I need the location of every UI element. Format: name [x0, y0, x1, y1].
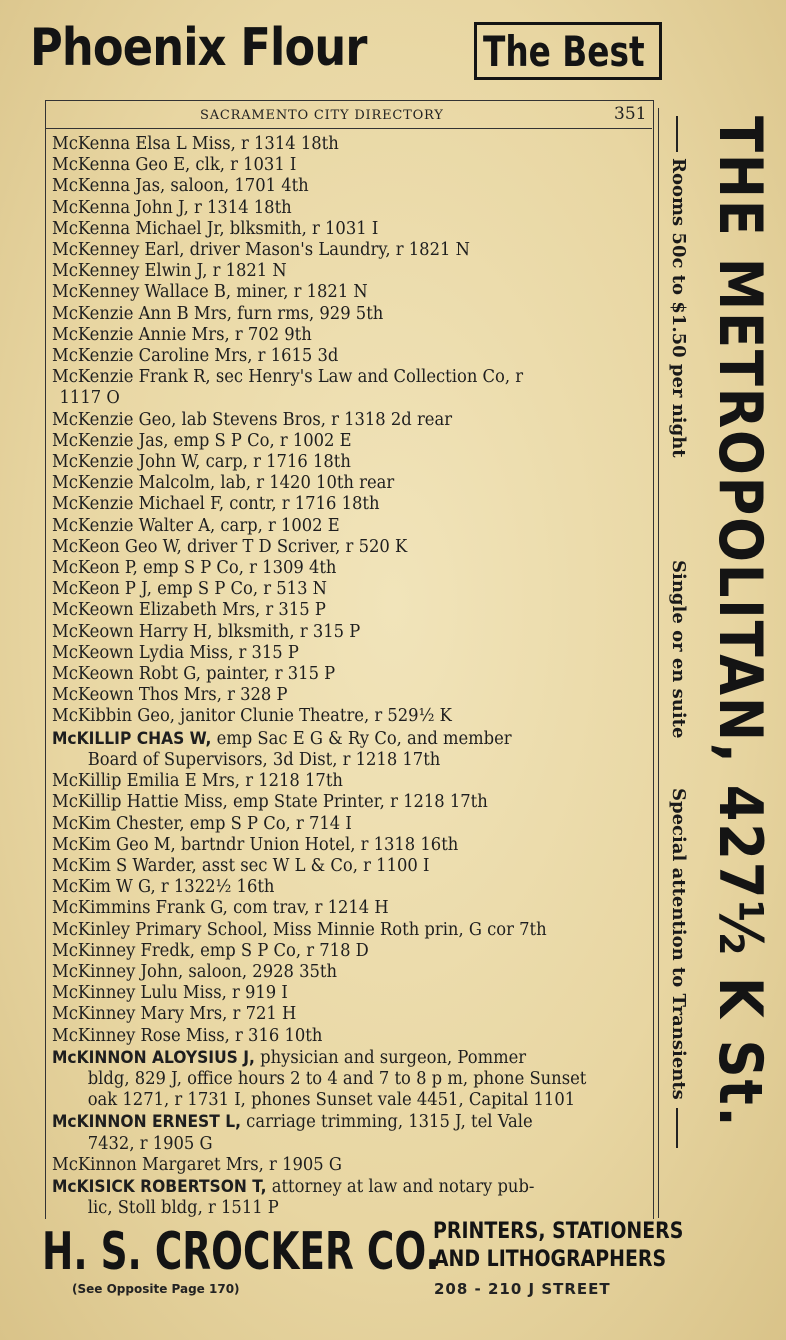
directory-entry-continuation: lic, Stoll bldg, r 1511 P — [87, 1198, 279, 1219]
directory-entry: McKenzie Jas, emp S P Co, r 1002 E — [52, 430, 352, 451]
crocker-bottom-advertisement — [40, 1218, 690, 1318]
directory-entry-continuation: Board of Supervisors, 3d Dist, r 1218 17th — [87, 749, 441, 770]
directory-entry: McKeon P, emp S P Co, r 1309 4th — [52, 558, 337, 579]
directory-entry: McKimmins Frank G, com trav, r 1214 H — [52, 898, 389, 919]
directory-entry: McKeon Geo W, driver T D Scriver, r 520 K — [52, 536, 408, 557]
directory-entry: McKim Chester, emp S P Co, r 714 I — [52, 813, 352, 834]
directory-entry: McKeown Thos Mrs, r 328 P — [52, 685, 288, 706]
phoenix-flour-brand: Phoenix Flour — [30, 18, 367, 78]
directory-entry: McKenzie Geo, lab Stevens Bros, r 1318 2d rear — [52, 409, 453, 430]
metropolitan-side-advertisement — [658, 108, 779, 1218]
directory-entry: McKeon P J, emp S P Co, r 513 N — [52, 579, 327, 600]
transients-line: Special attention to Transients — [668, 788, 689, 1100]
the-best-label: The Best — [483, 27, 645, 76]
directory-entry: McKenzie John W, carp, r 1716 18th — [52, 452, 351, 473]
rooms-rate-line: Rooms 50c to $1.50 per night — [668, 158, 689, 458]
directory-entry: McKenna John J, r 1314 18th — [52, 197, 292, 218]
bold-surname-head: McKISICK ROBERTSON T, — [52, 1176, 267, 1196]
directory-entry-bold: McKISICK ROBERTSON T, attorney at law and notary pub- — [52, 1176, 535, 1197]
side-rule-left — [676, 116, 678, 152]
directory-entry: McKinney Fredk, emp S P Co, r 718 D — [52, 940, 369, 961]
the-best-box — [474, 22, 662, 80]
directory-entry-continuation: 1117 O — [59, 388, 120, 409]
bold-surname-head: McKINNON ERNEST L, — [52, 1112, 241, 1132]
directory-entry: McKenzie Walter A, carp, r 1002 E — [52, 515, 340, 536]
directory-entry: McKenzie Michael F, contr, r 1716 18th — [52, 494, 380, 515]
crocker-trades — [414, 1218, 686, 1274]
crocker-address: 208 - 210 J STREET — [434, 1280, 611, 1298]
directory-entry: McKenney Earl, driver Mason's Laundry, r 1821 N — [52, 240, 470, 261]
directory-listing — [52, 134, 657, 1219]
directory-entry: McKenna Jas, saloon, 1701 4th — [52, 176, 309, 197]
bold-surname-head: McKINNON ALOYSIUS J, — [52, 1047, 255, 1067]
directory-entry: McKeown Robt G, painter, r 315 P — [52, 664, 336, 685]
directory-entry: McKillip Hattie Miss, emp State Printer, r 1218 17th — [52, 792, 488, 813]
page-number: 351 — [614, 104, 647, 124]
directory-entry: McKenna Geo E, clk, r 1031 I — [52, 155, 297, 176]
directory-entry: McKeown Lydia Miss, r 315 P — [52, 642, 299, 663]
directory-entry-continuation: oak 1271, r 1731 I, phones Sunset vale 4451, Capital 1101 — [87, 1090, 576, 1111]
directory-entry: McKim W G, r 1322½ 16th — [52, 877, 275, 898]
top-advertisement — [30, 14, 675, 92]
directory-entry-bold: McKILLIP CHAS W, emp Sac E G & Ry Co, and member — [52, 728, 512, 749]
directory-entry: McKenzie Caroline Mrs, r 1615 3d — [52, 346, 339, 367]
directory-entry-bold: McKINNON ERNEST L, carriage trimming, 1315 J, tel Vale — [52, 1112, 533, 1133]
directory-entry: McKinnon Margaret Mrs, r 1905 G — [52, 1154, 342, 1175]
running-head: SACRAMENTO CITY DIRECTORY — [200, 108, 444, 123]
bold-surname-head: McKILLIP CHAS W, — [52, 728, 212, 748]
directory-entry: McKim S Warder, asst sec W L & Co, r 1100 I — [52, 855, 430, 876]
trade-line-1: PRINTERS, STATIONERS — [433, 1219, 684, 1244]
see-opposite-note: (See Opposite Page 170) — [72, 1282, 240, 1296]
directory-entry: McKinney Mary Mrs, r 721 H — [52, 1004, 297, 1025]
directory-entry: McKenney Elwin J, r 1821 N — [52, 261, 287, 282]
directory-entry: McKinney John, saloon, 2928 35th — [52, 961, 338, 982]
directory-entry: McKenzie Malcolm, lab, r 1420 10th rear — [52, 473, 395, 494]
directory-entry: McKeown Harry H, blksmith, r 315 P — [52, 621, 361, 642]
directory-entry: McKenney Wallace B, miner, r 1821 N — [52, 282, 368, 303]
directory-entry-continuation: bldg, 829 J, office hours 2 to 4 and 7 to 8 p m, phone Sunset — [87, 1068, 587, 1089]
directory-entry: McKinney Lulu Miss, r 919 I — [52, 983, 288, 1004]
directory-entry: McKeown Elizabeth Mrs, r 315 P — [52, 600, 326, 621]
crocker-company-name: H. S. CROCKER CO. — [42, 1222, 440, 1282]
header-rule — [45, 128, 652, 129]
metropolitan-title: THE METROPOLITAN, 427½ K St. — [705, 116, 775, 1129]
suite-line: Single or en suite — [668, 560, 689, 739]
trade-line-2: AND LITHOGRAPHERS — [433, 1247, 667, 1272]
directory-entry: McKenzie Ann B Mrs, furn rms, 929 5th — [52, 303, 384, 324]
directory-entry: McKim Geo M, bartndr Union Hotel, r 1318 16th — [52, 834, 459, 855]
directory-entry: McKenna Elsa L Miss, r 1314 18th — [52, 134, 339, 154]
side-rule-right — [676, 1108, 678, 1148]
directory-entry: McKibbin Geo, janitor Clunie Theatre, r 529½ K — [52, 706, 452, 727]
directory-entry: McKillip Emilia E Mrs, r 1218 17th — [52, 771, 343, 792]
directory-entry: McKinney Rose Miss, r 316 10th — [52, 1025, 323, 1046]
directory-entry: McKenna Michael Jr, blksmith, r 1031 I — [52, 218, 379, 239]
directory-entry: McKenzie Annie Mrs, r 702 9th — [52, 324, 312, 345]
side-ad-rotated — [659, 108, 779, 1218]
directory-entry: McKinley Primary School, Miss Minnie Roth prin, G cor 7th — [52, 919, 547, 940]
directory-entry-continuation: 7432, r 1905 G — [87, 1133, 213, 1154]
directory-entry-bold: McKINNON ALOYSIUS J, physician and surgeon, Pommer — [52, 1047, 527, 1068]
directory-entry: McKenzie Frank R, sec Henry's Law and Collection Co, r — [52, 367, 524, 388]
